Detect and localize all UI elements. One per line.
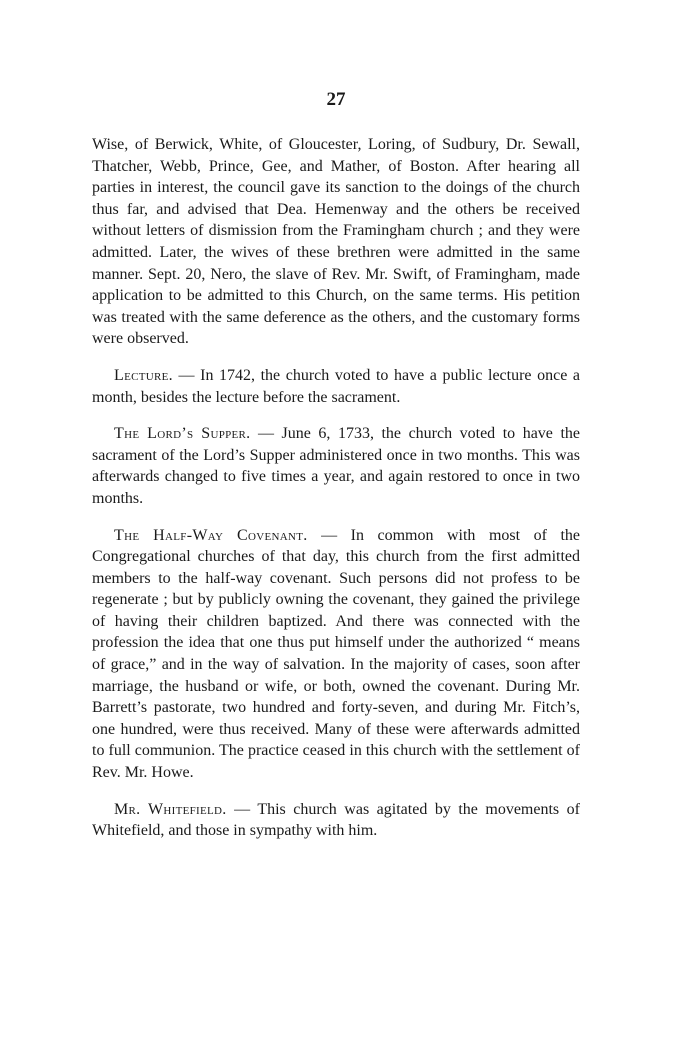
section-heading-lecture: Lecture. <box>114 366 173 384</box>
paragraph-whitefield <box>92 799 580 842</box>
paragraph-half-way-covenant <box>92 525 580 784</box>
paragraph-text: — In 1742, the church voted to have a public lecture once a month, besides the lecture before the sacrament. <box>92 366 580 406</box>
paragraph-council <box>92 134 580 350</box>
paragraph-text: — June 6, 1733, the church voted to have the sacrament of the Lord’s Supper administered once in two months. This was afterwards changed to five times a year, and again restored to once in two months. <box>92 425 580 507</box>
section-heading-whitefield: Mr. Whitefield. <box>114 800 227 818</box>
section-heading-lords-supper: The Lord’s Supper. <box>114 425 251 443</box>
paragraph-text: — This church was agitated by the movements of Whitefield, and those in sympathy with him. <box>92 800 580 840</box>
book-page <box>92 88 580 842</box>
paragraph-lords-supper <box>92 423 580 509</box>
section-heading-half-way-covenant: The Half-Way Covenant. <box>114 526 308 544</box>
paragraph-lecture <box>92 365 580 408</box>
page-number: 27 <box>326 89 346 110</box>
paragraph-text: Wise, of Berwick, White, of Gloucester, Loring, of Sudbury, Dr. Sewall, Thatcher, Webb, Prince, Gee, and Mather, of Boston. After hearing all parties in interest, the council gave its sanction to the doings of the church thus far, and advised that Dea. Hemenway and the others be received without letters of dismission from the Framingham church ; and they were admitted. Later, the wives of these brethren were admitted in the same manner. Sept. 20, Nero, the slave of Rev. Mr. Swift, of Framingham, made application to be admitted to this Church, on the same terms. His petition was treated with the same deference as the others, and the customary forms were observed. <box>92 136 580 348</box>
paragraph-text: — In common with most of the Congregational churches of that day, this church from the first admitted members to the half-way covenant. Such persons did not profess to be regenerate ; but by publicly owning the covenant, they gained the privilege of having their children baptized. And there was connected with the profession the idea that one thus put himself under the authorized “ means of grace,” and in the way of salvation. In the majority of cases, soon after marriage, the husband or wife, or both, owned the covenant. During Mr. Barrett’s pastorate, two hundred and forty-seven, and during Mr. Fitch’s, one hundred, were thus received. Many of these were afterwards admitted to full communion. The practice ceased in this church with the settlement of Rev. Mr. Howe. <box>92 526 580 782</box>
